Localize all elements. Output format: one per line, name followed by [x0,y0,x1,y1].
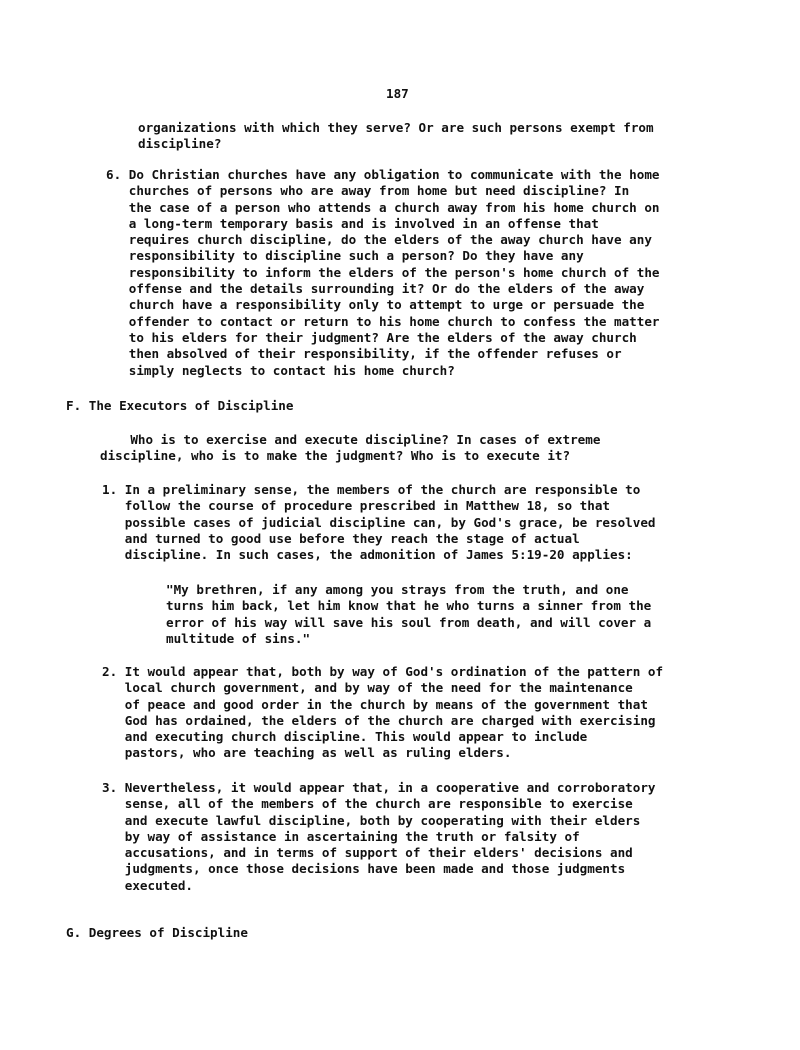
list-item-3: 3. Nevertheless, it would appear that, in a cooperative and corroboratory sense, all of the members of the church are responsible to exercise and execute lawful discipline, both by cooperating with their elders by way of assistance in ascertaining the truth or falsity of accusations, and in terms of support of their elders' decisions and judgments, once those decisions have been made and those judgments executed. [102,780,656,893]
block-quote: "My brethren, if any among you strays from the truth, and one turns him back, let him know that he who turns a sinner from the error of his way will save his soul from death, and will cover a multitude of sins." [166,582,652,646]
section-g-heading: G. Degrees of Discipline [66,925,248,940]
list-item-1: 1. In a preliminary sense, the members of the church are responsible to follow the course of procedure prescribed in Matthew 18, so that possible cases of judicial discipline can, by God's grace, be resolved and turned to good use before they reach the stage of actual discipline. In such cases, the admonition of James 5:19-20 applies: [102,482,656,563]
list-item-6: 6. Do Christian churches have any obligation to communicate with the home churches of persons who are away from home but need discipline? In the case of a person who attends a church away from his home church on a long-term temporary basis and is involved in an offense that requires church discipline, do the elders of the away church have any responsibility to discipline such a person? Do they have any responsibility to inform the elders of the person's home church of the offense and the details surrounding it? Or do the elders of the away church have a responsibility only to attempt to urge or persuade the offender to contact or return to his home church to confess the matter to his elders for their judgment? Are the elders of the away church then absolved of their responsibility, if the offender refuses or simply neglects to contact his home church? [106,167,660,378]
continued-paragraph: organizations with which they serve? Or are such persons exempt from discipline? [138,120,654,152]
list-item-2: 2. It would appear that, both by way of God's ordination of the pattern of local church government, and by way of the need for the maintenance of peace and good order in the church by means of the government that God has ordained, the elders of the church are charged with exercising and executing church discipline. This would appear to include pastors, who are teaching as well as ruling elders. [102,664,664,761]
section-f-intro: Who is to exercise and execute discipline? In cases of extreme discipline, who is to make the judgment? Who is to execute it? [100,432,601,464]
page-number: 187 [386,86,409,101]
section-f-heading: F. The Executors of Discipline [66,398,294,413]
